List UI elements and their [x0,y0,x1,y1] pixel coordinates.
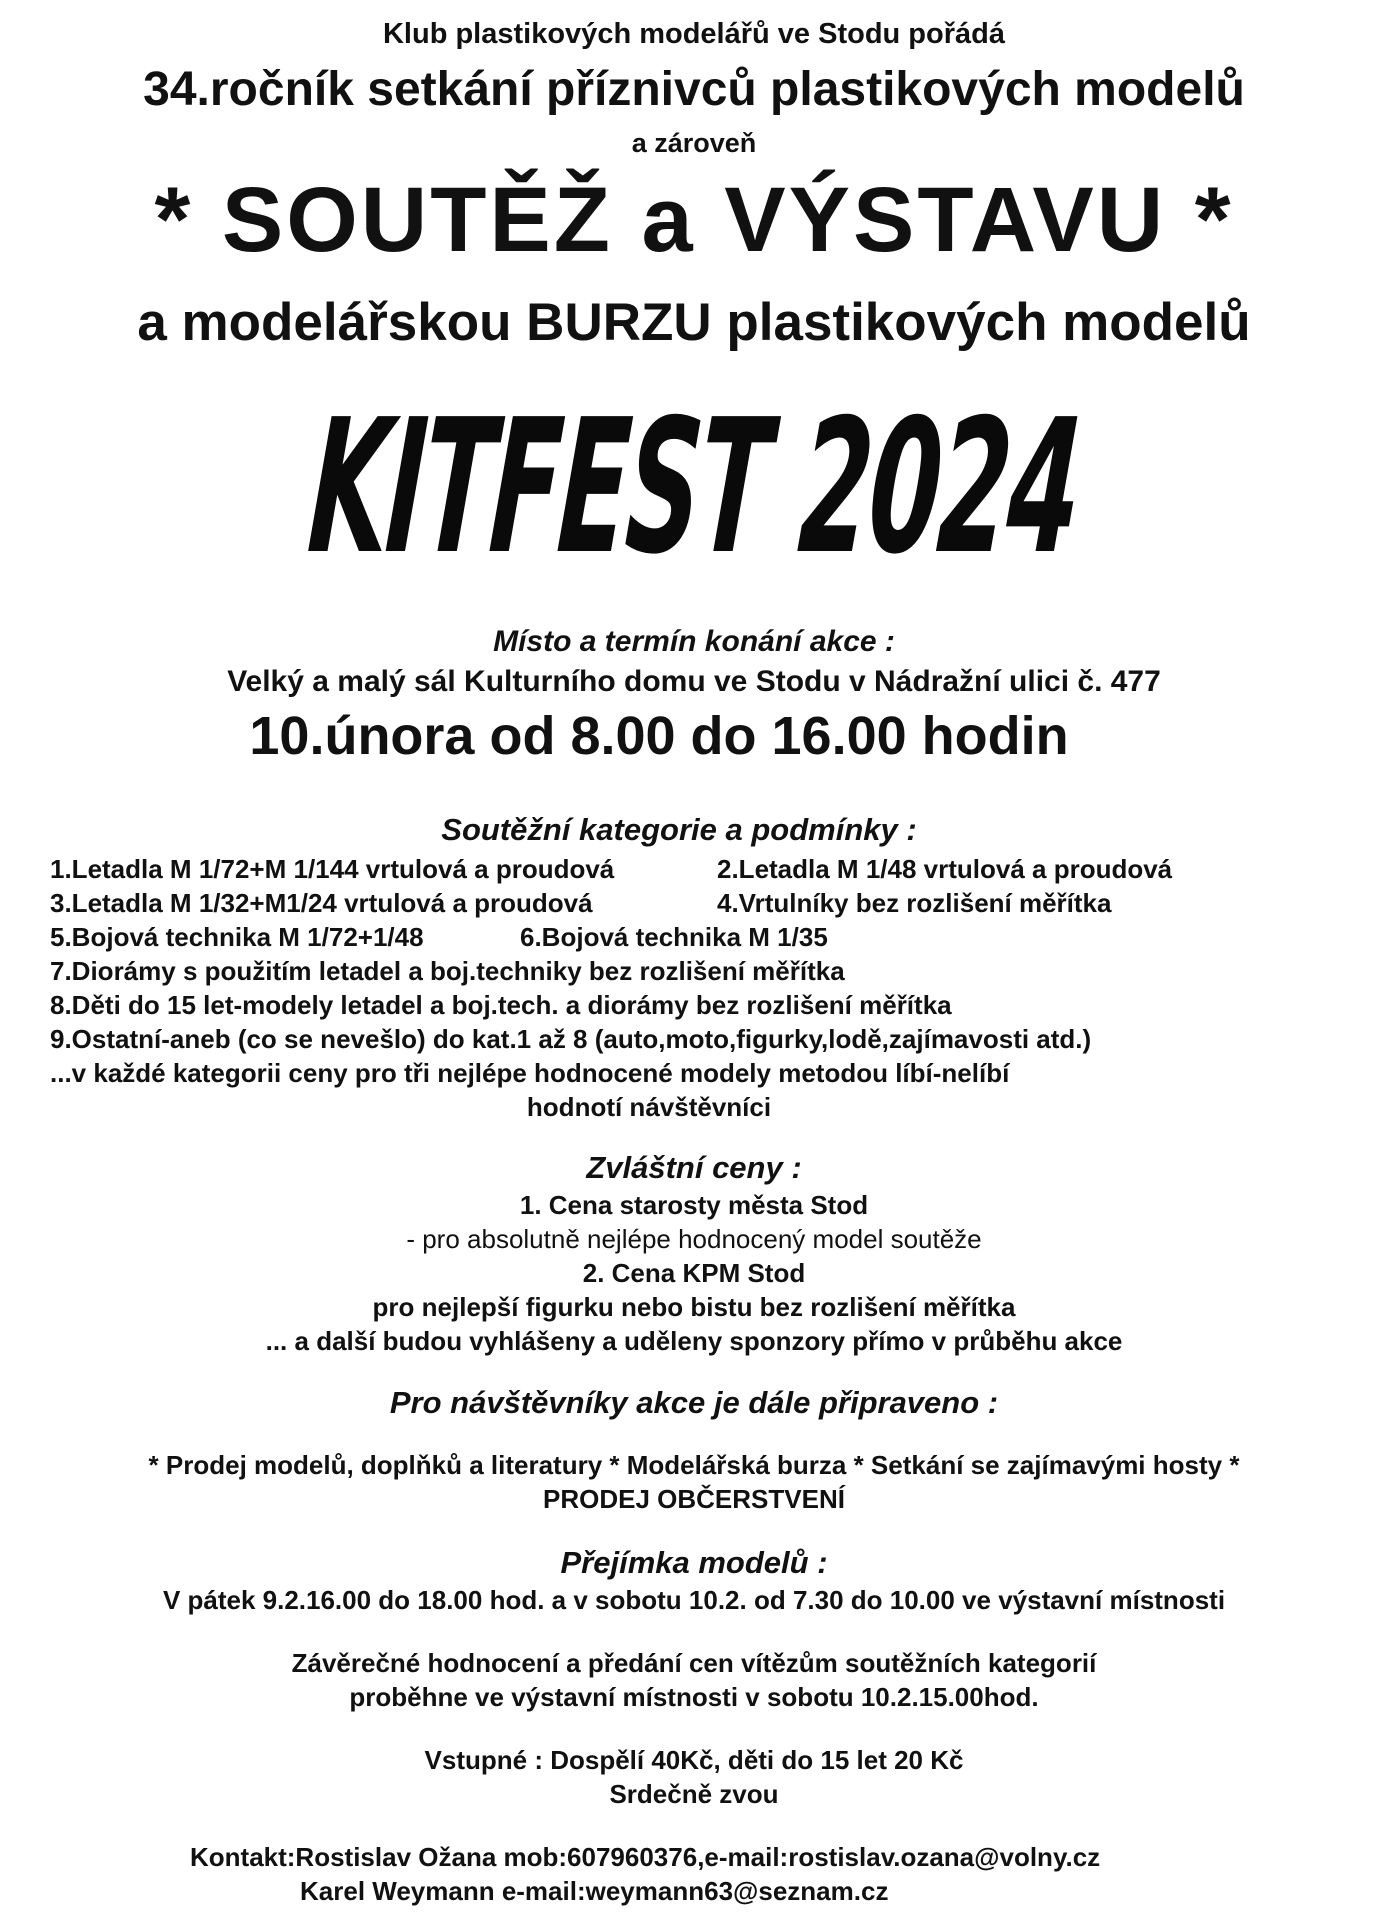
prize-1-title: 1. Cena starosty města Stod [519,1190,869,1220]
venue-place: Velký a malý sál Kulturního domu ve Stodu v Nádražní ulici č. 477 [227,665,1161,698]
reception-times: V pátek 9.2.16.00 do 18.00 hod. a v sobotu 10.2. od 7.30 do 10.00 ve výstavní místnosti [162,1585,1226,1615]
category-item: 3.Letadla M 1/32+M1/24 vrtulová a proudová [50,888,593,918]
category-item: 8.Děti do 15 let-modely letadel a boj.tech. a diorámy bez rozlišení měřítka [50,990,952,1020]
refreshments-line: PRODEJ OBČERSTVENÍ [543,1484,845,1514]
prize-2-description: pro nejlepší figurku nebo bistu bez rozlišení měřítka [372,1292,1016,1322]
event-name-logo: KITFEST 2024 [303,379,1085,595]
prize-2-title: 2. Cena KPM Stod [582,1258,806,1288]
other-prizes-note: ... a další budou vyhlášeny a uděleny sponzory přímo v průběhu akce [265,1326,1123,1356]
evaluation-line-1: Závěrečné hodnocení a předání cen vítězům soutěžních kategorií [291,1648,1097,1678]
visitors-heading: Pro návštěvníky akce je dále připraveno : [389,1385,999,1420]
reception-heading: Přejímka modelů : [560,1545,828,1580]
edition-title: 34.ročník setkání příznivců plastikových modelů [143,63,1245,116]
category-item: 2.Letadla M 1/48 vrtulová a proudová [717,854,1173,884]
special-prizes-heading: Zvláštní ceny : [586,1150,802,1185]
contact-line-1: Kontakt:Rostislav Ožana mob:607960376,e-mail:rostislav.ozana@volny.cz [190,1842,1101,1872]
visitors-offer: * Prodej modelů, doplňků a literatury * Modelářská burza * Setkání se zajímavými hosty * [148,1450,1240,1480]
category-item: 9.Ostatní-aneb (co se nevešlo) do kat.1 až 8 (auto,moto,figurky,lodě,zajímavosti atd.) [50,1024,1092,1054]
invitation-line: Srdečně zvou [609,1779,779,1809]
prizes-note: ...v každé kategorii ceny pro tři nejlépe hodnocené modely metodou líbí-nelíbí [50,1058,1010,1088]
categories-heading: Soutěžní kategorie a podmínky : [441,812,917,847]
category-item: 4.Vrtulníky bez rozlišení měřítka [717,888,1112,918]
and-also-line: a zároveň [631,128,757,158]
venue-heading: Místo a termín konání akce : [493,625,895,658]
category-item: 7.Diorámy s použitím letadel a boj.techniky bez rozlišení měřítka [50,956,845,986]
category-item: 1.Letadla M 1/72+M 1/144 vrtulová a proudová [50,854,615,884]
event-date-time: 10.února od 8.00 do 16.00 hodin [249,706,1069,766]
category-item: 5.Bojová technika M 1/72+1/48 [50,922,424,952]
contest-exhibition-title: * SOUTĚŽ a VÝSTAVU * [154,169,1234,271]
prize-1-description: - pro absolutně nejlépe hodnocený model soutěže [406,1224,982,1254]
judged-by-visitors: hodnotí návštěvníci [526,1092,772,1122]
model-market-line: a modelářskou BURZU plastikových modelů [137,293,1251,352]
organizer-line: Klub plastikových modelářů ve Stodu pořádá [382,18,1005,50]
category-item: 6.Bojová technika M 1/35 [520,922,828,952]
contact-line-2: Karel Weymann e-mail:weymann63@seznam.cz [300,1876,889,1906]
evaluation-line-2: proběhne ve výstavní místnosti v sobotu 10.2.15.00hod. [349,1682,1039,1712]
admission-fees: Vstupné : Dospělí 40Kč, děti do 15 let 20 Kč [424,1745,964,1775]
